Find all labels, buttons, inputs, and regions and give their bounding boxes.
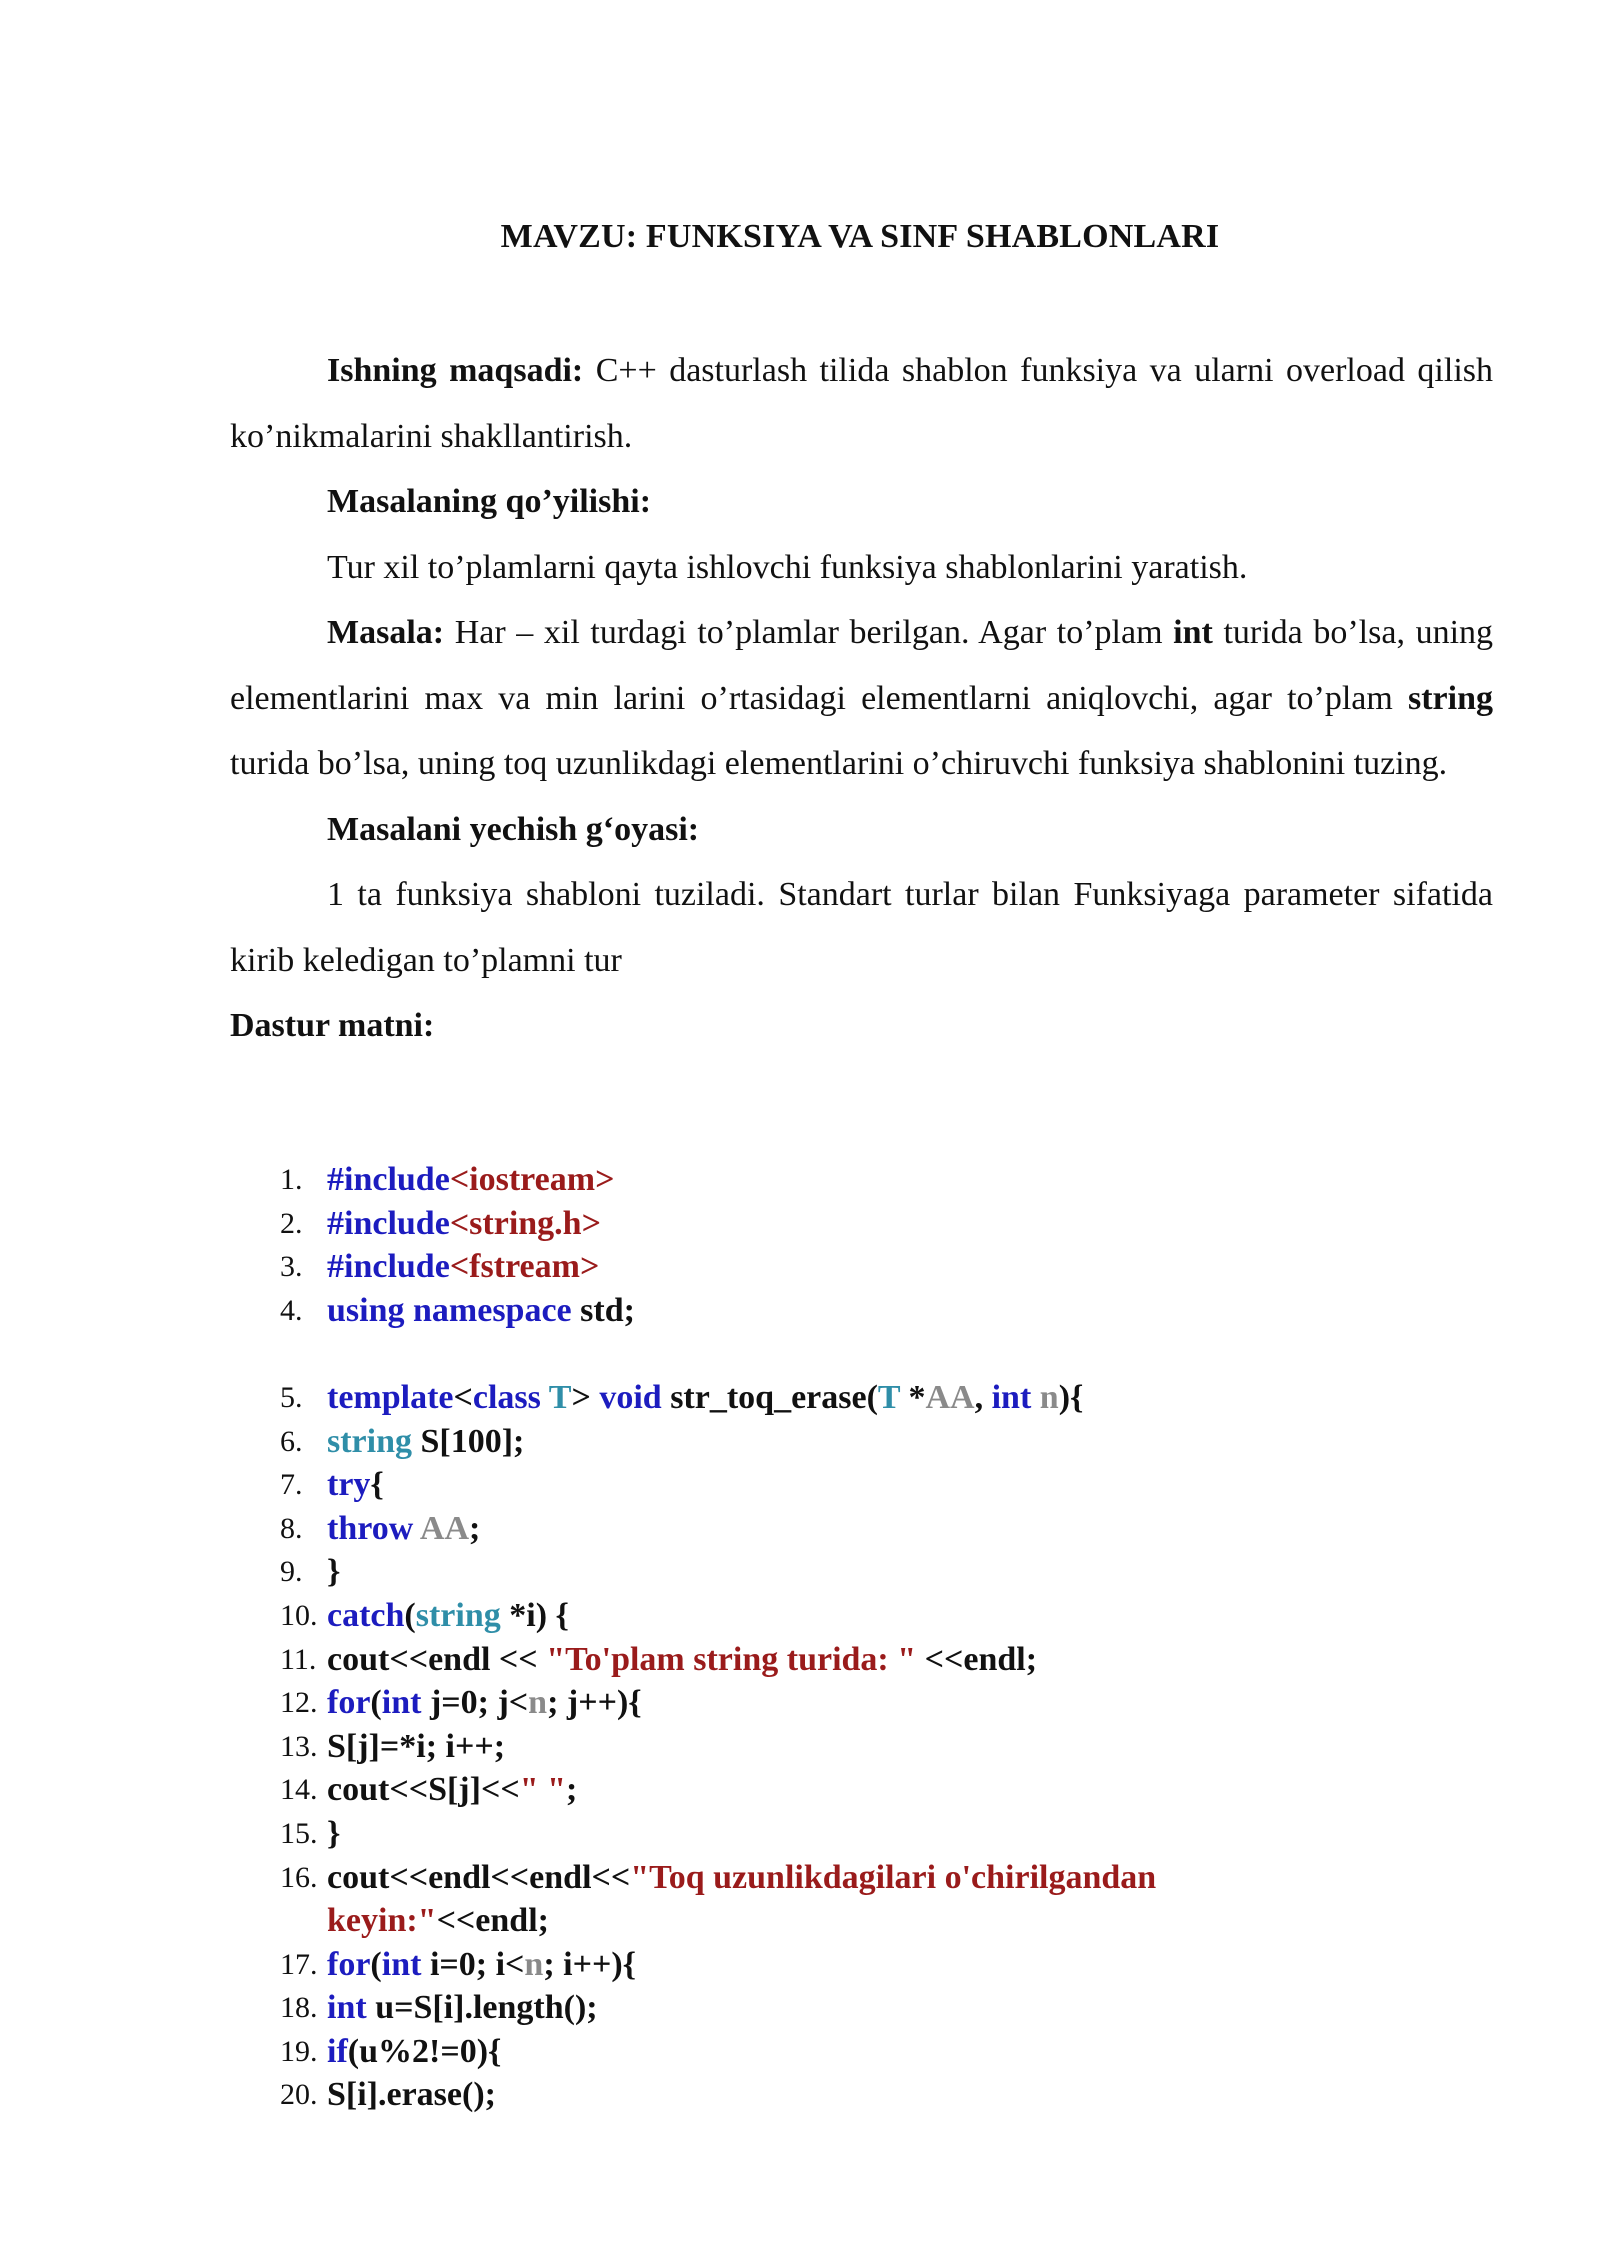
line-number: 13. — [280, 1729, 318, 1763]
code-token: S[100]; — [412, 1422, 525, 1460]
line-number: 16. — [280, 1860, 318, 1894]
idea-label: Masalani yechish g‘oyasi: — [327, 810, 700, 848]
code-token: template — [327, 1378, 454, 1416]
code-source — [327, 1550, 1530, 1594]
code-token: throw — [327, 1509, 414, 1547]
line-number: 3. — [280, 1250, 303, 1284]
problem-statement-label: Masalaning qo’yilishi: — [327, 483, 652, 520]
code-line — [230, 1550, 1530, 1594]
code-source — [327, 1376, 1530, 1420]
code-token: * — [899, 1378, 926, 1416]
code-source — [327, 1594, 1530, 1638]
code-line — [230, 1768, 1530, 1812]
code-token: } — [327, 1553, 341, 1591]
code-token: T — [540, 1378, 572, 1416]
code-token: <<endl; — [916, 1640, 1038, 1678]
problem-statement-text: Tur xil to’plamlarni qayta ishlovchi funksiya shablonlarini yaratish. — [327, 548, 1248, 586]
code-token: u=S[i].length(); — [366, 1989, 598, 2027]
code-source — [327, 1202, 1530, 1246]
line-number: 8. — [280, 1511, 303, 1545]
line-number: 19. — [280, 2034, 318, 2068]
code-token: ; — [469, 1509, 481, 1547]
code-token: std; — [571, 1291, 635, 1329]
code-line — [230, 1289, 1530, 1333]
code-line — [230, 1986, 1530, 2030]
code-token: { — [370, 1466, 384, 1504]
code-token: try — [327, 1466, 371, 1504]
code-token: class — [472, 1378, 541, 1416]
code-token: #include — [327, 1204, 450, 1242]
line-number: 9. — [280, 1555, 303, 1589]
page-title: MAVZU: FUNKSIYA VA SINF SHABLONLARI — [500, 218, 1220, 255]
code-line — [230, 1812, 1530, 1856]
code-token: for — [327, 1684, 371, 1722]
code-token: #include — [327, 1161, 450, 1198]
line-number: 10. — [280, 1598, 318, 1632]
code-token: ( — [404, 1596, 416, 1634]
line-number: 6. — [280, 1424, 303, 1458]
code-source — [327, 2030, 1530, 2074]
line-number: 11. — [280, 1642, 317, 1676]
code-token: ; — [565, 1771, 578, 1809]
code-token: cout<<endl<<endl<< — [327, 1858, 631, 1896]
goal-label: Ishning maqsadi: — [327, 352, 584, 389]
code-token: T — [877, 1378, 900, 1416]
code-token: n — [528, 1684, 548, 1722]
code-token: cout<<endl << — [327, 1640, 547, 1678]
code-line — [230, 2073, 1530, 2117]
line-number: 12. — [280, 1686, 318, 1720]
code-line — [230, 1376, 1530, 1420]
code-token: keyin:" — [327, 1902, 437, 1940]
code-line — [230, 1638, 1530, 1682]
code-token: int — [327, 1989, 367, 2027]
code-source — [327, 1812, 1530, 1856]
code-token: string — [327, 1422, 412, 1460]
code-token: "Toq uzunlikdagilari o'chirilgandan — [630, 1858, 1157, 1896]
code-token: "To'plam string turida: " — [546, 1640, 917, 1678]
code-source — [327, 1245, 1530, 1289]
line-number: 4. — [280, 1293, 303, 1327]
code-line — [230, 1463, 1530, 1507]
code-token: <<endl; — [436, 1902, 549, 1940]
code-line — [230, 2030, 1530, 2074]
line-number: 17. — [280, 1947, 318, 1981]
line-number: 15. — [280, 1816, 318, 1850]
code-token: if — [327, 2032, 348, 2070]
body-text — [230, 338, 1493, 1059]
code-source — [327, 1856, 1530, 1900]
code-source — [327, 1943, 1530, 1987]
line-number: 1. — [280, 1163, 303, 1196]
code-token: ; i++){ — [543, 1945, 637, 1983]
code-token: j=0; j< — [421, 1684, 529, 1722]
goal-paragraph — [230, 338, 1493, 469]
code-token: string — [415, 1596, 501, 1634]
goal-text: C++ dasturlash tilida shablon funksiya va ularni overload qilish ko’nikmalarini shakllantirish. — [230, 352, 1493, 455]
code-token: } — [327, 1814, 341, 1852]
code-line — [230, 1420, 1530, 1464]
code-line — [230, 1202, 1530, 1246]
code-token: n — [1039, 1378, 1059, 1416]
code-line — [230, 1943, 1530, 1987]
code-token: S[i].erase(); — [327, 2076, 496, 2114]
task-label: Masala: — [327, 614, 445, 651]
code-source — [327, 1681, 1530, 1725]
line-number: 20. — [280, 2078, 318, 2112]
code-token — [1031, 1379, 1040, 1416]
code-source — [327, 2073, 1530, 2117]
code-source — [327, 1289, 1530, 1333]
code-token: (u%2!=0){ — [347, 2032, 502, 2070]
code-source — [327, 1158, 1530, 1202]
code-line — [230, 1594, 1530, 1638]
code-token: *i) { — [500, 1596, 569, 1634]
code-token — [413, 1510, 420, 1547]
line-number: 5. — [280, 1380, 303, 1414]
code-listing — [230, 1158, 1530, 2117]
code-token: < — [453, 1378, 473, 1416]
line-number: 2. — [280, 1206, 303, 1240]
idea-text: 1 ta funksiya shabloni tuziladi. Standart turlar bilan Funksiyaga parameter sifatida kirib keledigan to’plamni tur — [230, 876, 1493, 979]
code-token: > — [571, 1378, 600, 1416]
code-token: ){ — [1058, 1378, 1084, 1416]
code-token: catch — [327, 1596, 405, 1634]
code-token: ( — [370, 1684, 382, 1722]
code-token: ( — [370, 1945, 382, 1983]
code-token: i=0; i< — [421, 1945, 525, 1983]
program-label: Dastur matni: — [230, 1007, 435, 1044]
code-source — [327, 1638, 1530, 1682]
code-token: cout<<S[j]<< — [327, 1771, 520, 1809]
code-token: void — [599, 1378, 662, 1416]
code-token: , — [974, 1378, 992, 1416]
code-token: <string.h> — [449, 1204, 601, 1242]
code-token: <fstream> — [449, 1248, 600, 1286]
code-token: for — [327, 1945, 371, 1983]
code-token: " " — [519, 1771, 566, 1809]
code-token: AA — [419, 1509, 469, 1547]
code-source — [327, 1725, 1530, 1769]
code-line — [230, 1856, 1530, 1900]
code-line — [230, 1158, 1530, 1202]
code-source — [327, 1463, 1530, 1507]
code-token: S[j]=*i; i++; — [327, 1727, 506, 1765]
code-token: ; j++){ — [547, 1684, 642, 1722]
code-token: int — [381, 1945, 422, 1983]
code-line-continuation — [230, 1899, 1530, 1943]
code-token: <iostream> — [449, 1161, 615, 1198]
code-token: #include — [327, 1248, 450, 1286]
line-number: 14. — [280, 1773, 318, 1807]
code-token: int — [381, 1684, 422, 1722]
code-line — [230, 1507, 1530, 1551]
code-blank-line — [230, 1332, 1530, 1376]
code-token: using namespace — [327, 1291, 572, 1329]
code-token: str_toq_erase( — [661, 1378, 878, 1416]
code-source — [327, 1420, 1530, 1464]
code-source — [327, 1986, 1530, 2030]
code-source — [327, 1768, 1530, 1812]
code-line — [230, 1681, 1530, 1725]
code-source — [327, 1507, 1530, 1551]
code-token: AA — [925, 1378, 975, 1416]
code-line — [230, 1725, 1530, 1769]
line-number: 7. — [280, 1468, 303, 1502]
line-number: 18. — [280, 1991, 318, 2025]
code-token: int — [991, 1378, 1032, 1416]
code-line — [230, 1245, 1530, 1289]
task-paragraph: Masala: Har – xil turdagi to’plamlar berilgan. Agar to’plam int turida bo’lsa, uning elementlarini max va min larini o’rtasidagi elementlarni aniqlovchi, agar to’plam string turida bo’lsa, uning toq uzunlikdagi elementlarini o’chiruvchi funksiya shablonini tuzing. — [230, 614, 1494, 782]
code-token: n — [524, 1945, 544, 1983]
